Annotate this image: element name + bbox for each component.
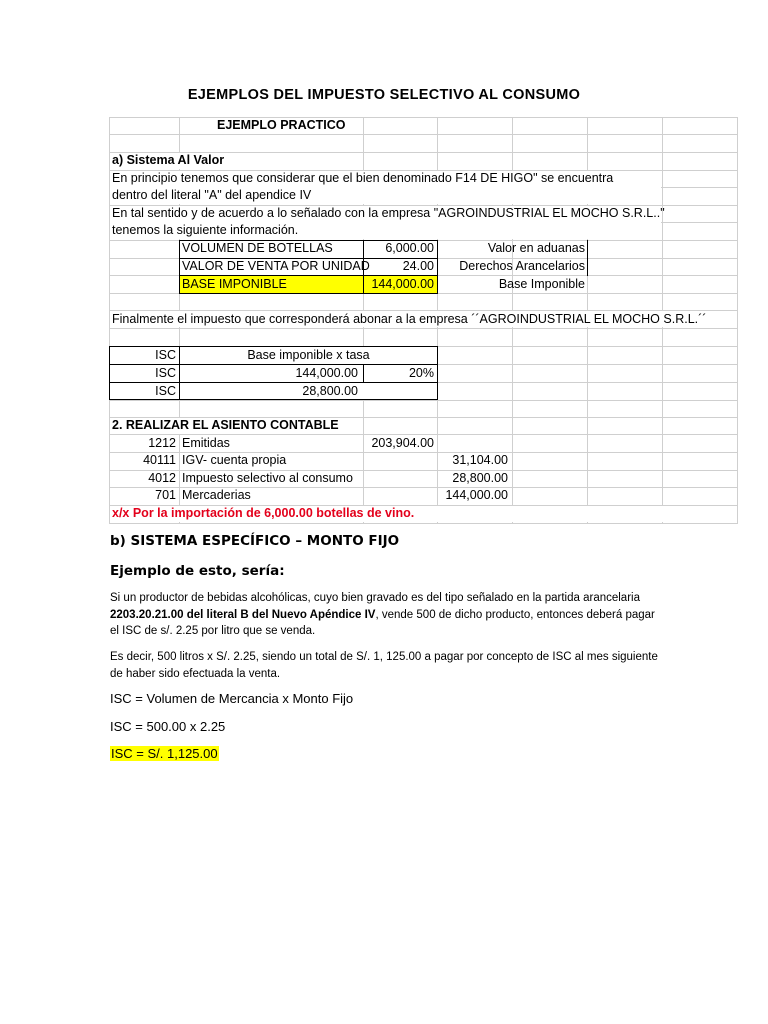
isc-header: Base imponible x tasa bbox=[247, 348, 370, 362]
account-desc: IGV- cuenta propia bbox=[182, 453, 287, 467]
isc-rate: 20% bbox=[408, 366, 434, 380]
account-code: 1212 bbox=[148, 436, 176, 450]
table-cell-value: 6,000.00 bbox=[385, 241, 434, 255]
paragraph-line: el ISC de s/. 2.25 por litro que se venda. bbox=[110, 625, 316, 637]
account-desc: Emitidas bbox=[182, 436, 230, 450]
account-credit: 31,104.00 bbox=[452, 453, 508, 467]
isc-base-value: 144,000.00 bbox=[295, 366, 358, 380]
table-cell-label: VOLUMEN DE BOTELLAS bbox=[182, 241, 333, 255]
account-code: 4012 bbox=[148, 471, 176, 485]
account-debit bbox=[364, 452, 434, 469]
account-desc: Impuesto selectivo al consumo bbox=[182, 471, 353, 485]
account-code: 701 bbox=[155, 488, 176, 502]
grid-line bbox=[109, 117, 738, 118]
intro-line: En principio tenemos que considerar que el bien denominado F14 DE HIGO" se encuentra bbox=[112, 171, 614, 185]
grid-line bbox=[109, 400, 738, 401]
account-debit bbox=[364, 487, 434, 504]
paragraph-line bbox=[110, 607, 670, 624]
formula-result: ISC = S/. 1,125.00 bbox=[111, 746, 218, 761]
table-cell-note: Derechos Arancelarios bbox=[459, 259, 585, 273]
grid-line bbox=[109, 328, 738, 329]
grid-line bbox=[109, 523, 738, 524]
isc-label: ISC bbox=[155, 348, 176, 362]
final-statement: Finalmente el impuesto que corresponderá abonar a la empresa ´´AGROINDUSTRIAL EL MOCHO S.R.L.´´ bbox=[112, 312, 707, 326]
formula-line: ISC = 500.00 x 2.25 bbox=[110, 719, 226, 734]
section-b-heading: b) SISTEMA ESPECÍFICO – MONTO FIJO bbox=[110, 533, 400, 549]
section-a-heading: a) Sistema Al Valor bbox=[112, 153, 225, 167]
grid-line bbox=[737, 117, 738, 523]
table-cell-value: 24.00 bbox=[402, 259, 434, 273]
paragraph-1 bbox=[110, 590, 670, 640]
document-title: EJEMPLOS DEL IMPUESTO SELECTIVO AL CONSUMO bbox=[187, 87, 581, 103]
paragraph-line: Si un productor de bebidas alcohólicas, cuyo bien gravado es del tipo señalado en la partida arancelaria bbox=[110, 592, 640, 604]
practice-subtitle: EJEMPLO PRACTICO bbox=[217, 118, 346, 132]
table-cell-label: VALOR DE VENTA POR UNIDAD bbox=[182, 259, 370, 273]
account-debit bbox=[364, 470, 434, 487]
table-cell-note: Valor en aduanas bbox=[487, 241, 585, 255]
account-desc: Mercaderias bbox=[182, 488, 251, 502]
isc-label: ISC bbox=[155, 366, 176, 380]
paragraph-2 bbox=[110, 649, 670, 682]
paragraph-line: Es decir, 500 litros x S/. 2.25, siendo un total de S/. 1, 125.00 a pagar por concepto de ISC al mes siguiente bbox=[110, 651, 658, 663]
paragraph-text: , vende 500 de dicho producto, entonces deberá pagar bbox=[375, 608, 655, 621]
account-code: 40111 bbox=[143, 453, 176, 467]
table-cell-label: BASE IMPONIBLE bbox=[182, 277, 287, 291]
entry-note: x/x Por la importación de 6,000.00 botellas de vino. bbox=[112, 506, 415, 520]
section-b-subheading: Ejemplo de esto, sería: bbox=[110, 563, 285, 579]
account-credit: 144,000.00 bbox=[445, 488, 508, 502]
grid-line bbox=[109, 134, 738, 135]
account-credit: 28,800.00 bbox=[452, 471, 508, 485]
intro-line: dentro del literal "A" del apendice IV bbox=[112, 188, 312, 202]
isc-result: 28,800.00 bbox=[302, 384, 358, 398]
table-cell-value: 144,000.00 bbox=[371, 277, 434, 291]
intro-line: En tal sentido y de acuerdo a lo señalado con la empresa "AGROINDUSTRIAL EL MOCHO S.R.L.." bbox=[112, 206, 665, 220]
formula-line: ISC = Volumen de Mercancia x Monto Fijo bbox=[110, 691, 354, 706]
isc-label: ISC bbox=[155, 384, 176, 398]
section-2-heading: 2. REALIZAR EL ASIENTO CONTABLE bbox=[112, 418, 339, 432]
account-debit: 203,904.00 bbox=[371, 436, 434, 450]
paragraph-line: de haber sido efectuada la venta. bbox=[110, 667, 281, 680]
intro-line: tenemos la siguiente información. bbox=[112, 223, 299, 237]
table-cell-note: Base Imponible bbox=[498, 277, 585, 291]
tariff-code-text: 2203.20.21.00 del literal B del Nuevo Apéndice IV bbox=[110, 608, 376, 621]
account-credit bbox=[438, 435, 508, 452]
